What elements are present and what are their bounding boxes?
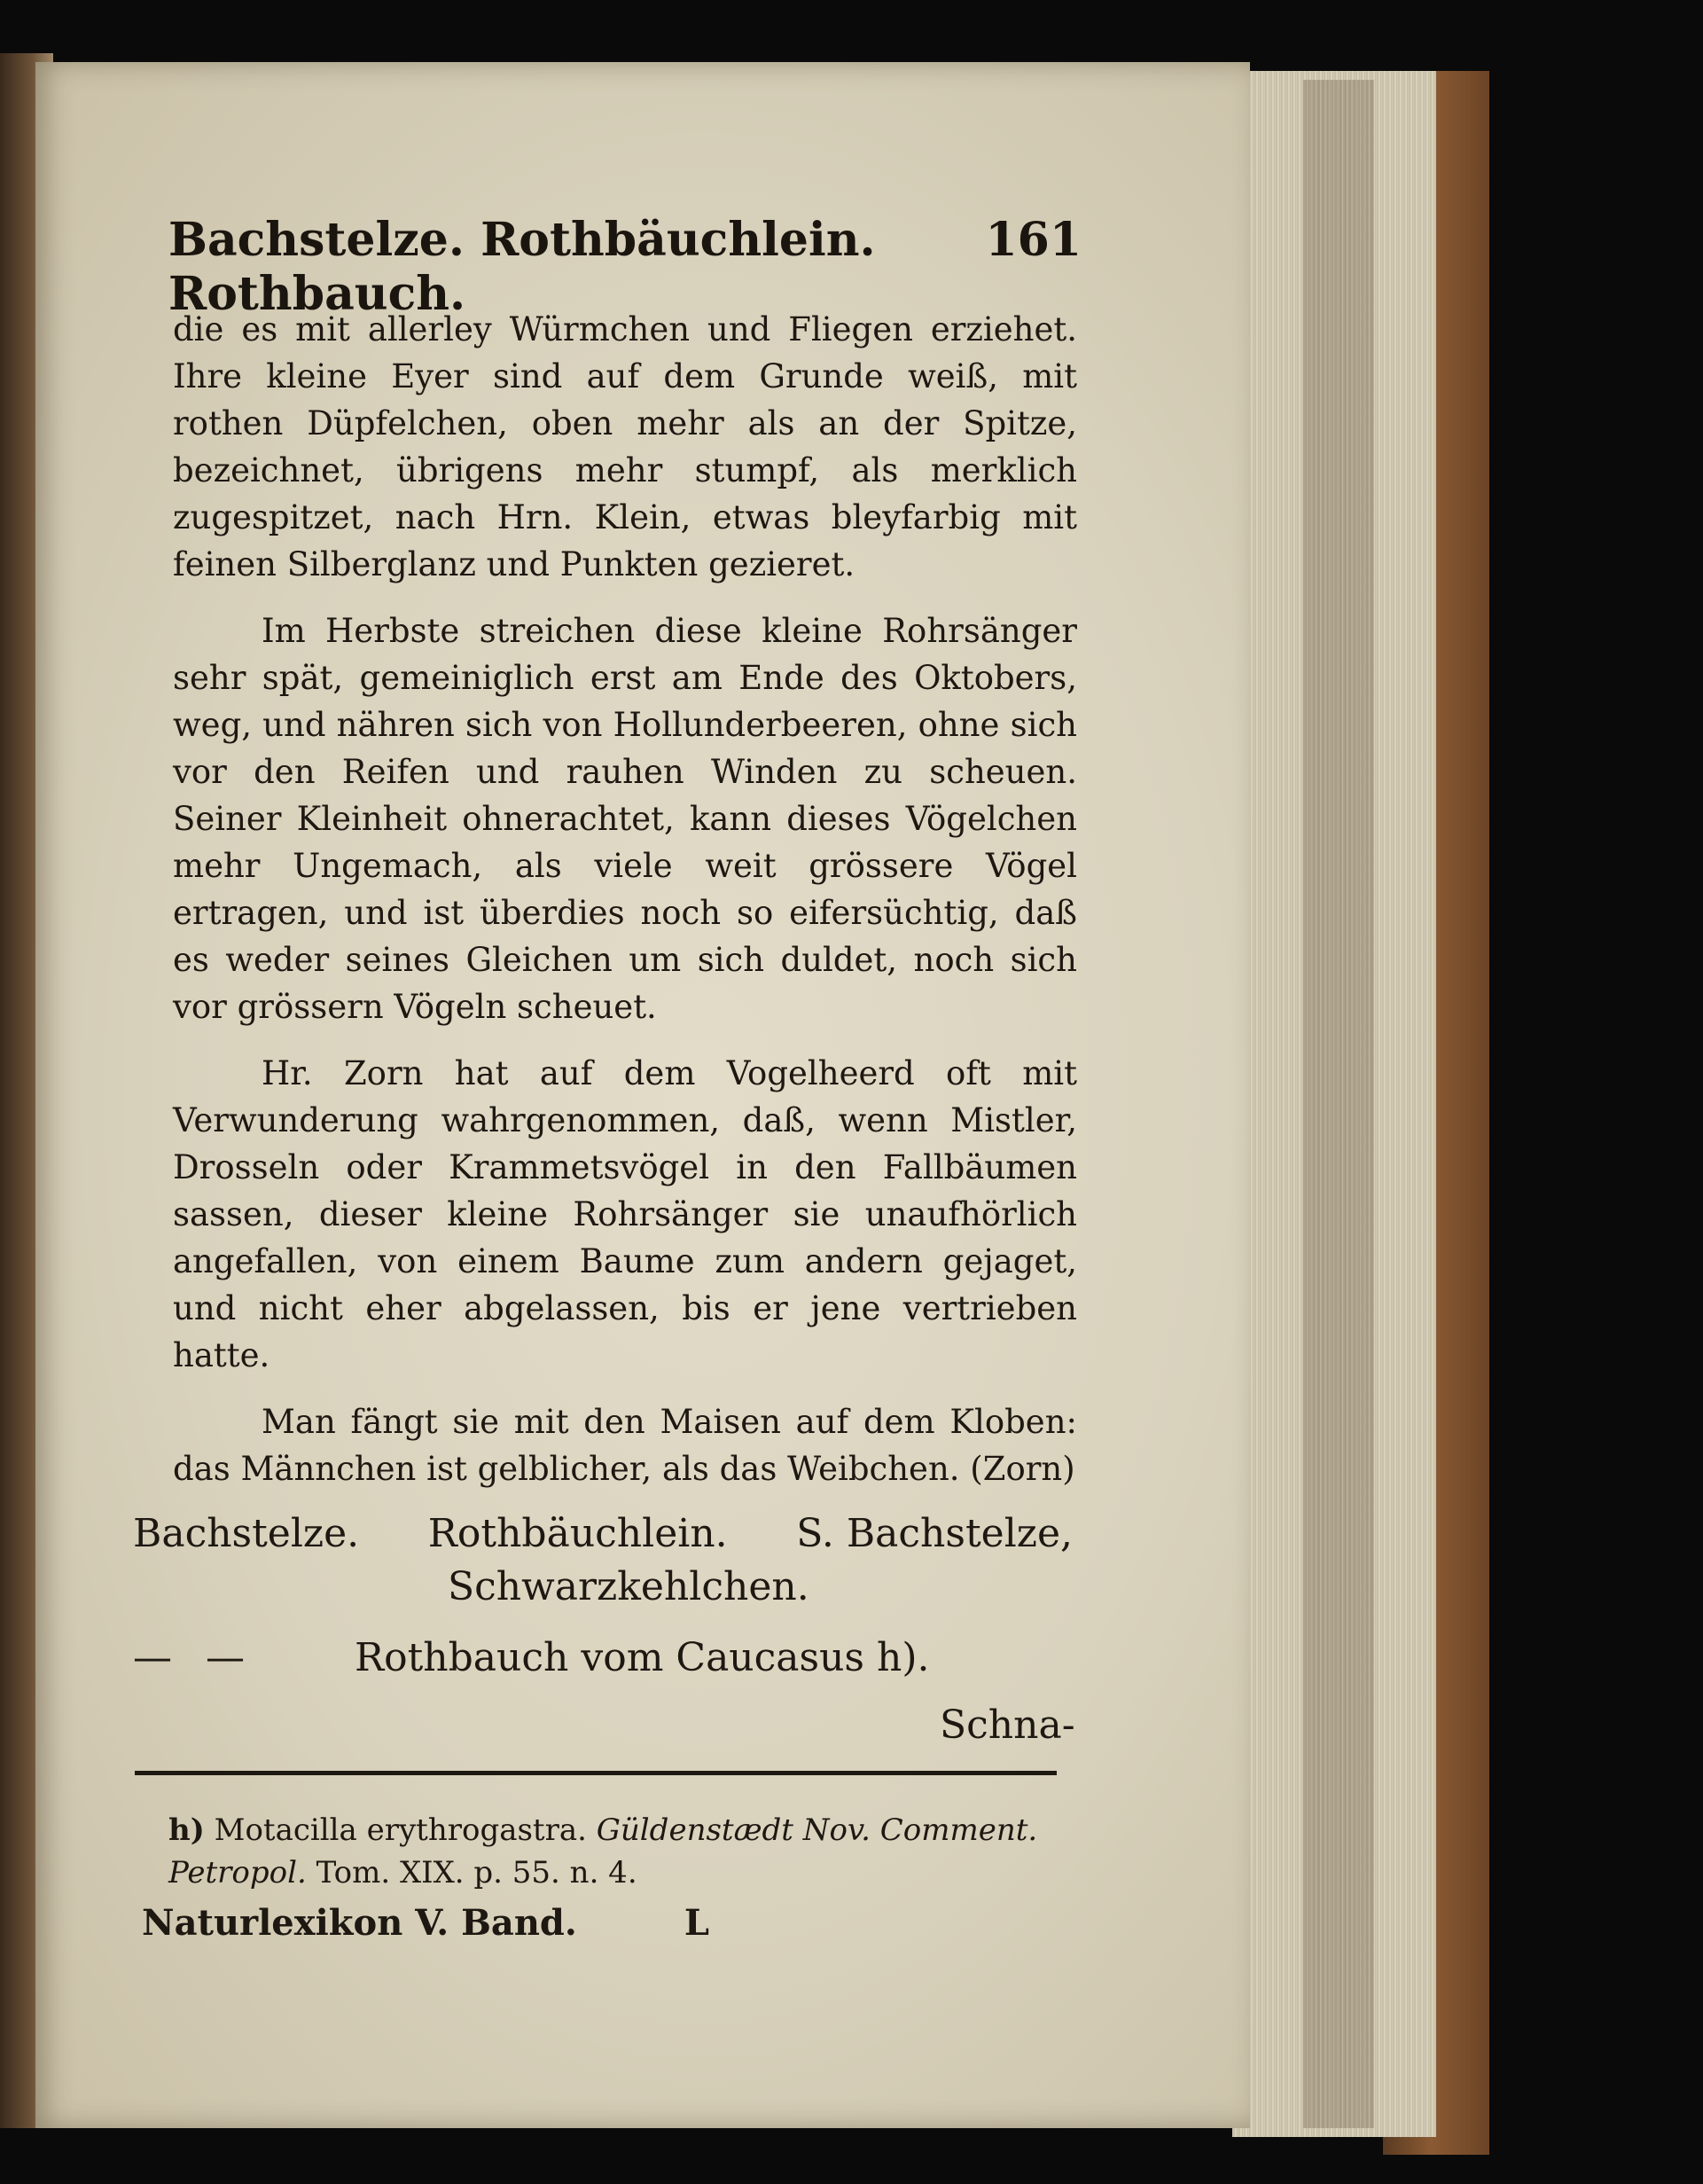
entry-head: Bachstelze. — [133, 1511, 360, 1556]
footnote-citation: Güldenstædt Nov. Comment. Petropol. — [168, 1812, 1038, 1890]
catchword: Schna- — [940, 1703, 1075, 1748]
volume-title: Naturlexikon V. Band. — [142, 1902, 577, 1944]
footnote-end: Tom. XIX. p. 55. n. 4. — [316, 1855, 637, 1890]
footnote — [168, 1809, 1064, 1894]
entry-dashes: — — — [133, 1635, 255, 1680]
paragraph-3: Hr. Zorn hat auf dem Vogelheerd oft mit Verwunderung wahrgenommen, daß, wenn Mistler, Drosseln oder Krammetsvögel in den Fallbäumen sassen, dieser kleine Rohrsänger sie unaufhörlich angefallen, von einem Baume zum andern gejaget, und nicht eher abgelassen, bis er jene vertrieben hatte. — [173, 1054, 1077, 1374]
signature-mark: L — [684, 1902, 709, 1944]
lexicon-entries — [133, 1507, 1073, 1685]
running-head — [168, 213, 1082, 321]
body-text — [173, 306, 1077, 1512]
signature-line — [142, 1902, 709, 1944]
entry-continuation: Schwarzkehlchen. — [448, 1564, 809, 1609]
entry-rothbauch — [133, 1632, 1073, 1685]
entry-rothbauch-text: Rothbauch vom Caucasus h). — [355, 1635, 930, 1680]
paragraph-2: Im Herbste streichen diese kleine Rohrsänger sehr spät, gemeiniglich erst am Ende des Oktobers, weg, und nähren sich von Hollunderbeeren, ohne sich vor den Reifen und rauhen Winden zu scheuen. Seiner Kleinheit ohnerachtet, kann dieses Vögelchen mehr Ungemach, als viele weit grössere Vögel ertragen, und ist überdies noch so eifersüchtig, daß es weder seines Gleichen um sich duldet, noch sich vor grössern Vögeln scheuet. — [173, 612, 1077, 1026]
page-number: 161 — [985, 213, 1082, 267]
footnote-rule — [135, 1771, 1057, 1775]
entry-rothbaeuchlein — [133, 1507, 1073, 1561]
entry-cross-reference: S. Bachstelze, — [796, 1511, 1073, 1556]
footnote-plain: Motacilla erythrogastra. — [214, 1812, 587, 1848]
paragraph-4: Man fängt sie mit den Maisen auf dem Kloben: das Männchen ist gelblicher, als das Weibchen. (Zorn) — [173, 1403, 1077, 1488]
page-edges-shadow — [1303, 80, 1374, 2128]
running-head-title: Bachstelze. Rothbäuchlein. Rothbauch. — [168, 213, 876, 321]
footnote-marker: h) — [168, 1812, 205, 1848]
paragraph-1: die es mit allerley Würmchen und Fliegen erziehet. Ihre kleine Eyer sind auf dem Grunde weiß, mit rothen Düpfelchen, oben mehr als an der Spitze, bezeichnet, übrigens mehr stumpf, als merklich zugespitzet, nach Hrn. Klein, etwas bleyfarbig mit feinen Silberglanz und Punkten gezieret. — [173, 310, 1077, 583]
entry-name: Rothbäuchlein. — [427, 1511, 728, 1556]
